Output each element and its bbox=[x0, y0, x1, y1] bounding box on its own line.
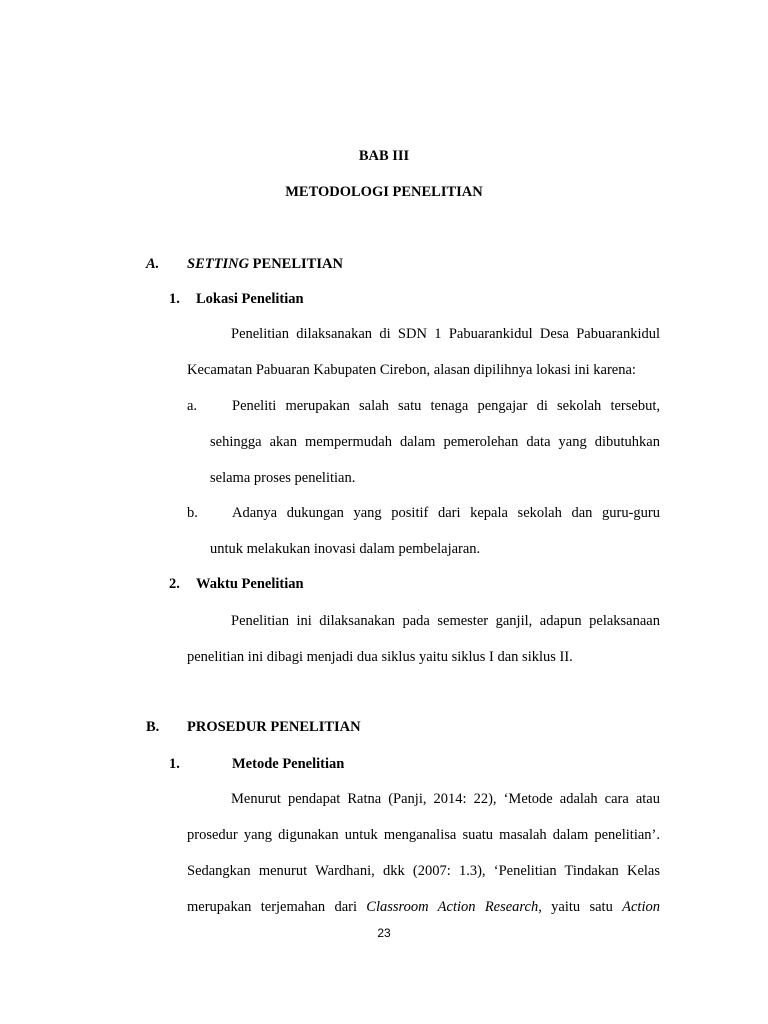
line4-italic-term: Classroom Action Research bbox=[366, 899, 539, 915]
metode-paragraph-line2: prosedur yang digunakan untuk menganalisa suatu masalah dalam penelitian’. bbox=[187, 827, 660, 843]
section-b-sub1-number: 1. bbox=[169, 756, 180, 772]
section-b-letter: B. bbox=[146, 719, 160, 735]
list-item-a-label: a. bbox=[187, 398, 198, 414]
chapter-label: BAB III bbox=[358, 148, 410, 164]
line4-italic-term2: Action bbox=[622, 899, 660, 915]
section-b-sub1-title: Metode Penelitian bbox=[232, 756, 345, 772]
line4-pre: merupakan terjemahan dari bbox=[187, 899, 367, 915]
section-b-heading: PROSEDUR PENELITIAN bbox=[187, 719, 361, 735]
section-a-heading bbox=[187, 255, 343, 273]
section-a-heading-rest: PENELITIAN bbox=[249, 256, 343, 272]
metode-paragraph-line4 bbox=[187, 898, 660, 916]
section-a-sub2-number: 2. bbox=[169, 576, 180, 592]
waktu-paragraph-line1: Penelitian ini dilaksanakan pada semester ganjil, adapun pelaksanaan bbox=[231, 613, 660, 629]
line4-mid: , yaitu satu bbox=[538, 899, 623, 915]
lokasi-paragraph-line1: Penelitian dilaksanakan di SDN 1 Pabuarankidul Desa Pabuarankidul bbox=[231, 326, 660, 342]
list-item-a-line2: sehingga akan mempermudah dalam pemerolehan data yang dibutuhkan bbox=[210, 434, 660, 450]
section-a-sub2-title: Waktu Penelitian bbox=[196, 576, 304, 592]
list-item-a-line3: selama proses penelitian. bbox=[210, 470, 356, 486]
metode-paragraph-line1: Menurut pendapat Ratna (Panji, 2014: 22), ‘Metode adalah cara atau bbox=[231, 791, 660, 807]
list-item-a-line1: Peneliti merupakan salah satu tenaga pengajar di sekolah tersebut, bbox=[232, 398, 660, 414]
page-number: 23 bbox=[377, 926, 391, 940]
section-a-sub1-number: 1. bbox=[169, 291, 180, 307]
lokasi-paragraph-line2: Kecamatan Pabuaran Kabupaten Cirebon, alasan dipilihnya lokasi ini karena: bbox=[187, 362, 636, 378]
metode-paragraph-line3: Sedangkan menurut Wardhani, dkk (2007: 1.3), ‘Penelitian Tindakan Kelas bbox=[187, 863, 660, 879]
list-item-b-label: b. bbox=[187, 505, 198, 521]
chapter-title: METODOLOGI PENELITIAN bbox=[285, 184, 483, 200]
waktu-paragraph-line2: penelitian ini dibagi menjadi dua siklus yaitu siklus I dan siklus II. bbox=[187, 649, 573, 665]
section-a-letter: A. bbox=[146, 256, 160, 272]
section-a-heading-italic: SETTING bbox=[187, 256, 250, 272]
list-item-b-line1: Adanya dukungan yang positif dari kepala sekolah dan guru-guru bbox=[232, 505, 660, 521]
section-a-sub1-title: Lokasi Penelitian bbox=[196, 291, 304, 307]
list-item-b-line2: untuk melakukan inovasi dalam pembelajaran. bbox=[210, 541, 481, 557]
